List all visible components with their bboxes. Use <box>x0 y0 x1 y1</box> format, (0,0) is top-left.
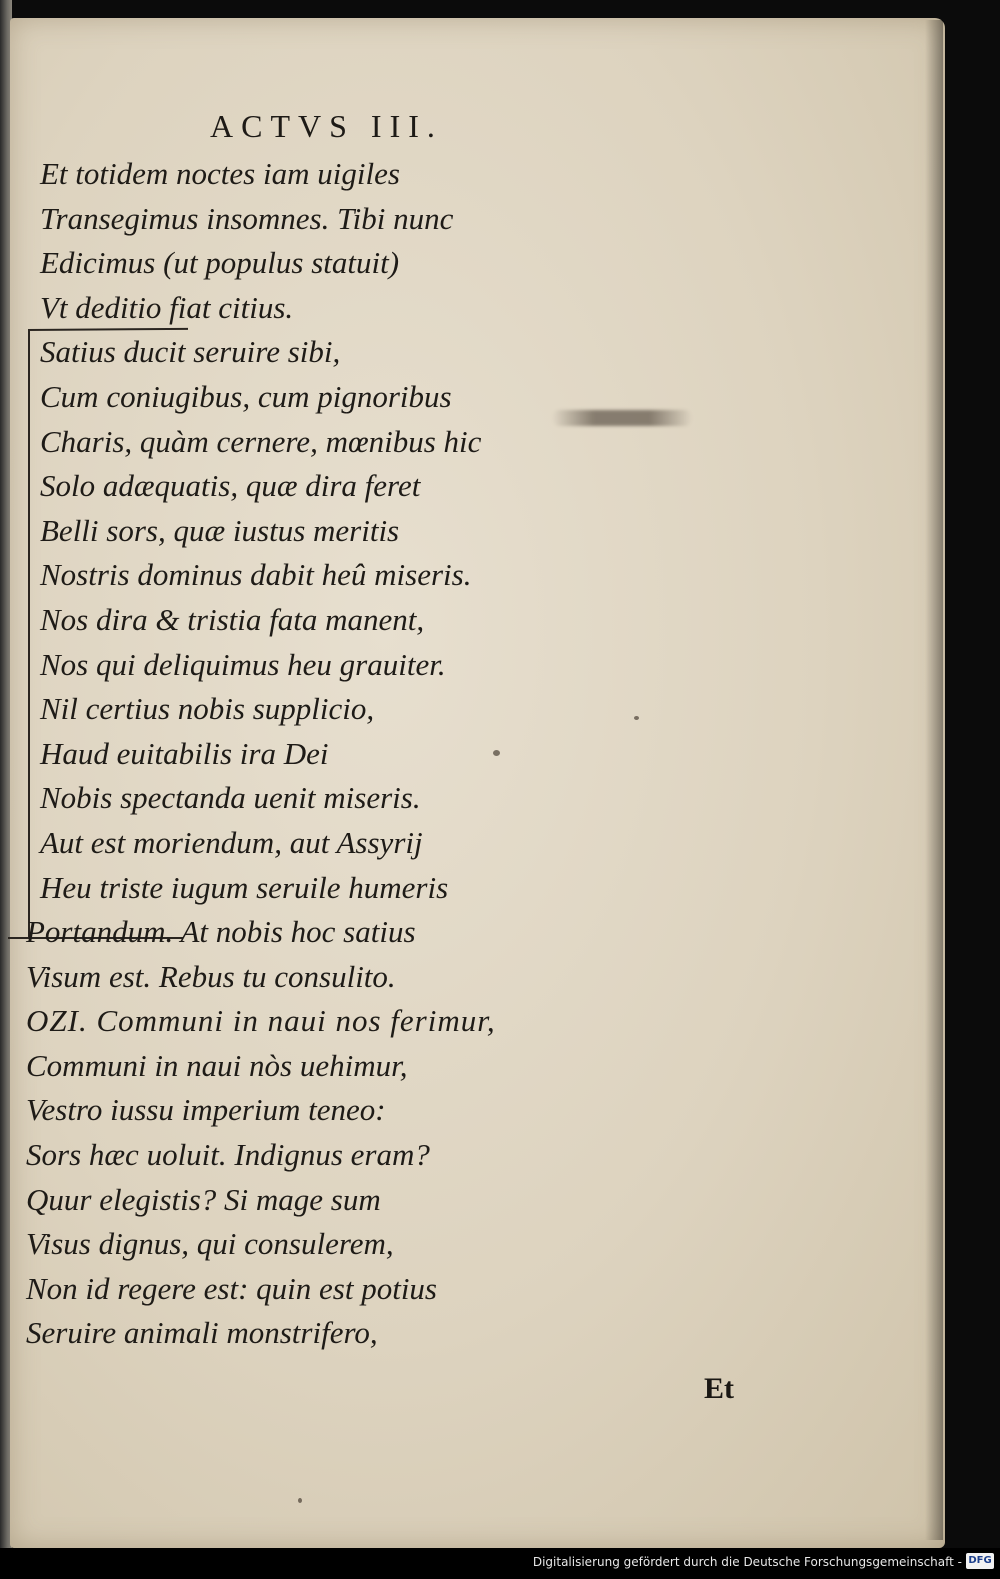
verse-line: Nostris dominus dabit heû miseris. <box>40 557 472 593</box>
catchword: Et <box>704 1372 734 1405</box>
verse-line: Visum est. Rebus tu consulito. <box>26 958 396 994</box>
verse-line: Edicimus (ut populus statuit) <box>40 245 400 281</box>
verse-line: Vt deditio fiat citius. <box>40 289 294 325</box>
verse-line: Transegimus insomnes. Tibi nunc <box>40 200 454 236</box>
verse-line: Nos dira & tristia fata manent, <box>40 601 425 637</box>
verse-line: Belli sors, quæ iustus meritis <box>40 512 400 548</box>
verse-line: Aut est moriendum, aut Assyrij <box>40 824 423 860</box>
paper-speck <box>298 1498 302 1503</box>
verse-line: Seruire animali monstrifero, <box>26 1315 378 1351</box>
dfg-logo: DFG <box>966 1553 994 1569</box>
speaker-line: OZI. Communi in naui nos ferimur, <box>26 1003 496 1039</box>
page-edge-shadow <box>925 20 943 1540</box>
verse-line: Nobis spectanda uenit miseris. <box>40 780 421 816</box>
ink-bleed-smudge <box>552 410 692 426</box>
verse-line: Haud euitabilis ira Dei <box>40 735 329 771</box>
verse-line: Sors hæc uoluit. Indignus eram? <box>26 1137 430 1173</box>
verse-line: Solo adæquatis, quæ dira feret <box>40 468 421 504</box>
paper-speck <box>634 716 639 720</box>
verse-line: Cum coniugibus, cum pignoribus <box>40 378 452 414</box>
verse-line: Communi in naui nòs uehimur, <box>26 1047 408 1083</box>
verse-line: Satius ducit seruire sibi, <box>40 334 341 370</box>
verse-line: Visus dignus, qui consulerem, <box>26 1226 394 1262</box>
verse-line: Portandum. At nobis hoc satius <box>26 914 416 950</box>
verse-line: Non id regere est: quin est potius <box>26 1270 437 1306</box>
verse-line: Nos qui deliquimus heu grauiter. <box>40 646 446 682</box>
verse-text <box>26 152 560 1356</box>
running-head: ACTVS III. <box>210 108 443 144</box>
verse-line: Vestro iussu imperium teneo: <box>26 1092 386 1128</box>
verse-line: Charis, quàm cernere, mœnibus hic <box>40 423 482 459</box>
verse-line: Nil certius nobis supplicio, <box>40 691 375 727</box>
verse-line: Heu triste iugum seruile humeris <box>40 869 449 905</box>
margin-bracket <box>28 330 30 937</box>
verse-line: Quur elegistis? Si mage sum <box>26 1181 381 1217</box>
verse-line: Et totidem noctes iam uigiles <box>40 156 400 191</box>
digitization-credit: Digitalisierung gefördert durch die Deutsche Forschungsgemeinschaft - <box>532 1555 962 1569</box>
